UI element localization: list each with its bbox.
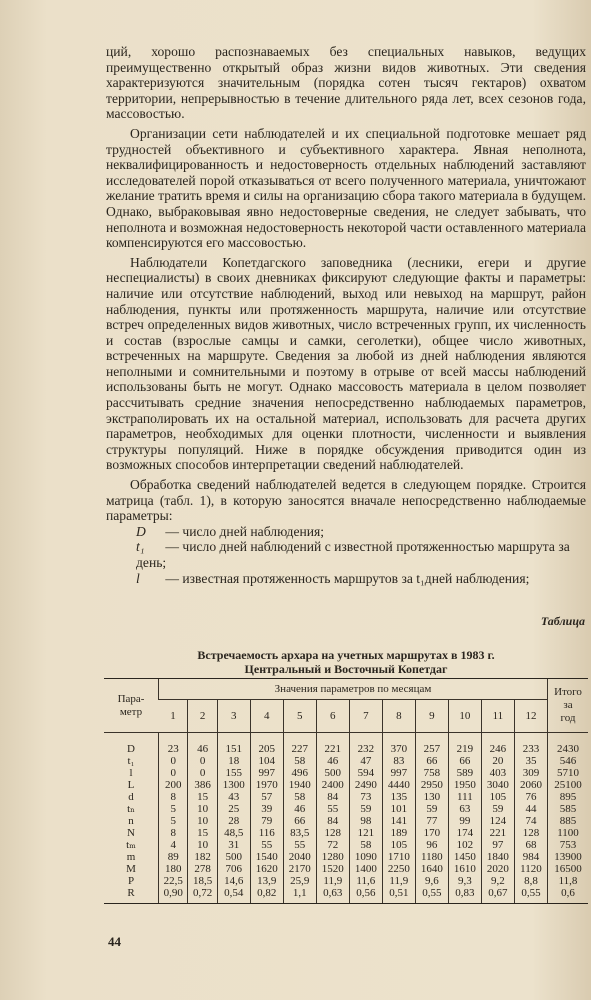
value-cell: 1520 <box>316 863 349 875</box>
value-cell: 79 <box>250 815 283 827</box>
value-cell: 105 <box>481 791 514 803</box>
definition-item <box>106 539 586 570</box>
value-cell: 46 <box>316 755 349 767</box>
value-cell: 5 <box>159 815 188 827</box>
table-row <box>104 827 588 839</box>
value-cell: 14,6 <box>217 875 250 887</box>
value-cell: 83,5 <box>283 827 316 839</box>
value-cell: 84 <box>316 791 349 803</box>
value-cell: 121 <box>349 827 382 839</box>
value-cell: 309 <box>514 767 547 779</box>
value-cell: 55 <box>250 839 283 851</box>
value-cell: 84 <box>316 815 349 827</box>
value-cell: 25,9 <box>283 875 316 887</box>
value-cell: 0,82 <box>250 887 283 904</box>
value-cell: 2950 <box>415 779 448 791</box>
table-row <box>104 791 588 803</box>
value-cell: 3040 <box>481 779 514 791</box>
total-cell: 895 <box>548 791 589 803</box>
total-cell: 585 <box>548 803 589 815</box>
paragraph-3: Наблюдатели Копетдагского заповедника (лесники, егери и другие неспециалисты) в своих дневниках фиксируют следующие факты и параметры: наличие или отсутствие наблюдений, выход или невыход на маршрут, район наблюдения, пункты или протяженность маршрута, наличие или отсутствие встреч определенных видов животных, число встреченных групп, их численность и состав (взрослые самцы и самки, сеголетки), общее число животных, встреченных на маршруте. Сведения за любой из дней наблюдения являются неполными и сомнительными и поэтому в отрыве от всей массы наблюдений использованы быть не могут. Однако массовость материала в целом позволяет рассчитывать средние значения непосредственно наблюдаемых параметров, экстраполировать их на остальной материал, использовать для расчета других параметров, необходимых для оценки плотности, численности и выявления структуры популяций. Ниже в порядке обсуждения приводится один из возможных способов интерпретации сведений наблюдателей. <box>106 254 586 473</box>
table-row <box>104 779 588 791</box>
definition-text: — известная протяженность маршрутов за t₁дней наблюдения; <box>162 570 530 586</box>
total-cell: 546 <box>548 755 589 767</box>
value-cell: 57 <box>250 791 283 803</box>
value-cell: 589 <box>448 767 481 779</box>
param-cell: tₘ <box>126 839 136 851</box>
value-cell: 1180 <box>415 851 448 863</box>
definition-symbol: D <box>136 523 146 539</box>
value-cell: 221 <box>481 827 514 839</box>
value-cell: 2400 <box>316 779 349 791</box>
value-cell: 104 <box>250 755 283 767</box>
value-cell: 1,1 <box>283 887 316 904</box>
value-cell: 1950 <box>448 779 481 791</box>
month-header-cell: 2 <box>188 700 217 733</box>
value-cell: 83 <box>382 755 415 767</box>
value-cell: 11,9 <box>382 875 415 887</box>
total-cell: 0,6 <box>548 887 589 904</box>
value-cell: 1090 <box>349 851 382 863</box>
value-cell: 227 <box>283 733 316 756</box>
page-number: 44 <box>108 934 121 949</box>
value-cell: 55 <box>316 803 349 815</box>
value-cell: 25 <box>217 803 250 815</box>
table-row <box>104 767 588 779</box>
value-cell: 10 <box>188 839 217 851</box>
param-cell: L <box>127 779 135 791</box>
value-cell: 2060 <box>514 779 547 791</box>
month-header-cell: 10 <box>448 700 481 733</box>
paragraph-1: ций, хорошо распознаваемых без специальных навыков, ведущих преимущественно открытый образ жизни видов животных. Эти сведения характеризуются значительным (порядка сотен тысяч гектаров) охватом территории, непрерывностью в течение длительного ряда лет, всех сезонов года, массовостью. <box>106 44 586 122</box>
value-cell: 66 <box>448 755 481 767</box>
param-cell: D <box>127 743 135 755</box>
value-cell: 233 <box>514 733 547 756</box>
value-cell: 594 <box>349 767 382 779</box>
param-cell: N <box>127 827 135 839</box>
value-cell: 0,67 <box>481 887 514 904</box>
value-cell: 0,55 <box>514 887 547 904</box>
value-cell: 102 <box>448 839 481 851</box>
value-cell: 257 <box>415 733 448 756</box>
value-cell: 219 <box>448 733 481 756</box>
definition-symbol: t₁ <box>136 539 145 555</box>
value-cell: 74 <box>514 815 547 827</box>
value-cell: 5 <box>159 803 188 815</box>
value-cell: 13,9 <box>250 875 283 887</box>
value-cell: 15 <box>188 791 217 803</box>
value-cell: 1300 <box>217 779 250 791</box>
value-cell: 99 <box>448 815 481 827</box>
definitions-list <box>106 524 586 586</box>
value-cell: 10 <box>188 803 217 815</box>
param-cell: m <box>126 851 136 863</box>
data-table <box>104 678 588 904</box>
value-cell: 370 <box>382 733 415 756</box>
value-cell: 500 <box>217 851 250 863</box>
month-header-row <box>104 700 588 733</box>
month-header-cell: 4 <box>250 700 283 733</box>
value-cell: 386 <box>188 779 217 791</box>
value-cell: 0 <box>188 767 217 779</box>
value-cell: 2020 <box>481 863 514 875</box>
value-cell: 170 <box>415 827 448 839</box>
value-cell: 984 <box>514 851 547 863</box>
value-cell: 97 <box>481 839 514 851</box>
param-cell: tₙ <box>127 803 135 815</box>
definition-item <box>106 571 586 587</box>
value-cell: 101 <box>382 803 415 815</box>
table-label: Таблица <box>540 614 585 628</box>
value-cell: 98 <box>349 815 382 827</box>
table-row <box>104 839 588 851</box>
value-cell: 189 <box>382 827 415 839</box>
month-header-cell: 6 <box>316 700 349 733</box>
value-cell: 151 <box>217 733 250 756</box>
total-cell: 753 <box>548 839 589 851</box>
months-header: Значения параметров по месяцам <box>159 679 548 700</box>
total-cell: 16500 <box>548 863 589 875</box>
value-cell: 2250 <box>382 863 415 875</box>
total-cell: 885 <box>548 815 589 827</box>
value-cell: 9,3 <box>448 875 481 887</box>
value-cell: 997 <box>382 767 415 779</box>
body-text <box>106 44 586 586</box>
value-cell: 174 <box>448 827 481 839</box>
total-cell: 1100 <box>548 827 589 839</box>
value-cell: 89 <box>159 851 188 863</box>
value-cell: 46 <box>283 803 316 815</box>
value-cell: 28 <box>217 815 250 827</box>
table-row <box>104 803 588 815</box>
month-header-cell: 12 <box>514 700 547 733</box>
value-cell: 130 <box>415 791 448 803</box>
total-cell: 13900 <box>548 851 589 863</box>
value-cell: 2170 <box>283 863 316 875</box>
paragraph-4: Обработка сведений наблюдателей ведется в следующем порядке. Строится матрица (табл. 1), в которую заносятся вначале непосредственно наблюдаемые параметры: <box>106 477 586 524</box>
table-row <box>104 887 588 904</box>
value-cell: 141 <box>382 815 415 827</box>
value-cell: 58 <box>349 839 382 851</box>
value-cell: 246 <box>481 733 514 756</box>
value-cell: 1940 <box>283 779 316 791</box>
value-cell: 4 <box>159 839 188 851</box>
month-header-cell: 5 <box>283 700 316 733</box>
value-cell: 232 <box>349 733 382 756</box>
value-cell: 96 <box>415 839 448 851</box>
value-cell: 155 <box>217 767 250 779</box>
total-cell: 11,8 <box>548 875 589 887</box>
value-cell: 68 <box>514 839 547 851</box>
value-cell: 0,51 <box>382 887 415 904</box>
value-cell: 706 <box>217 863 250 875</box>
value-cell: 55 <box>283 839 316 851</box>
value-cell: 124 <box>481 815 514 827</box>
value-cell: 18,5 <box>188 875 217 887</box>
value-cell: 48,5 <box>217 827 250 839</box>
param-cell: d <box>128 791 134 803</box>
value-cell: 58 <box>283 755 316 767</box>
value-cell: 9,6 <box>415 875 448 887</box>
value-cell: 23 <box>159 733 188 756</box>
value-cell: 31 <box>217 839 250 851</box>
value-cell: 1120 <box>514 863 547 875</box>
value-cell: 1610 <box>448 863 481 875</box>
value-cell: 180 <box>159 863 188 875</box>
value-cell: 1640 <box>415 863 448 875</box>
value-cell: 128 <box>514 827 547 839</box>
value-cell: 0,63 <box>316 887 349 904</box>
value-cell: 59 <box>349 803 382 815</box>
definition-symbol: l <box>136 570 140 586</box>
value-cell: 39 <box>250 803 283 815</box>
value-cell: 8,8 <box>514 875 547 887</box>
value-cell: 58 <box>283 791 316 803</box>
value-cell: 0 <box>188 755 217 767</box>
value-cell: 997 <box>250 767 283 779</box>
value-cell: 59 <box>415 803 448 815</box>
month-header-cell: 11 <box>481 700 514 733</box>
value-cell: 76 <box>514 791 547 803</box>
value-cell: 10 <box>188 815 217 827</box>
value-cell: 20 <box>481 755 514 767</box>
value-cell: 128 <box>316 827 349 839</box>
definition-item <box>106 524 586 540</box>
value-cell: 1540 <box>250 851 283 863</box>
month-header-cell: 1 <box>159 700 188 733</box>
value-cell: 403 <box>481 767 514 779</box>
value-cell: 22,5 <box>159 875 188 887</box>
value-cell: 46 <box>188 733 217 756</box>
value-cell: 1710 <box>382 851 415 863</box>
value-cell: 72 <box>316 839 349 851</box>
value-cell: 0,54 <box>217 887 250 904</box>
value-cell: 200 <box>159 779 188 791</box>
value-cell: 182 <box>188 851 217 863</box>
param-header: Пара- метр <box>104 679 159 733</box>
value-cell: 18 <box>217 755 250 767</box>
value-cell: 8 <box>159 827 188 839</box>
total-cell: 2430 <box>548 733 589 756</box>
value-cell: 116 <box>250 827 283 839</box>
value-cell: 4440 <box>382 779 415 791</box>
value-cell: 2490 <box>349 779 382 791</box>
value-cell: 11,6 <box>349 875 382 887</box>
month-header-cell: 8 <box>382 700 415 733</box>
total-cell: 25100 <box>548 779 589 791</box>
month-header-cell: 9 <box>415 700 448 733</box>
value-cell: 59 <box>481 803 514 815</box>
definition-text: — число дней наблюдения; <box>162 523 325 539</box>
value-cell: 15 <box>188 827 217 839</box>
value-cell: 105 <box>382 839 415 851</box>
value-cell: 758 <box>415 767 448 779</box>
param-cell: t₁ <box>127 755 135 767</box>
param-cell: n <box>128 815 134 827</box>
value-cell: 500 <box>316 767 349 779</box>
value-cell: 43 <box>217 791 250 803</box>
param-cell: R <box>104 887 159 904</box>
param-cell: M <box>126 863 136 875</box>
value-cell: 1450 <box>448 851 481 863</box>
value-cell: 77 <box>415 815 448 827</box>
value-cell: 0,56 <box>349 887 382 904</box>
total-header: Итого за год <box>548 679 589 733</box>
value-cell: 0,83 <box>448 887 481 904</box>
value-cell: 496 <box>283 767 316 779</box>
value-cell: 221 <box>316 733 349 756</box>
value-cell: 8 <box>159 791 188 803</box>
value-cell: 63 <box>448 803 481 815</box>
value-cell: 205 <box>250 733 283 756</box>
value-cell: 2040 <box>283 851 316 863</box>
param-cell: l <box>129 767 133 779</box>
table-caption-title: Встречаемость архара на учетных маршрутах в 1983 г. <box>197 648 495 662</box>
table-body <box>104 733 588 904</box>
value-cell: 0,55 <box>415 887 448 904</box>
value-cell: 66 <box>283 815 316 827</box>
value-cell: 1840 <box>481 851 514 863</box>
table-row <box>104 875 588 887</box>
definition-text: — число дней наблюдений с известной протяженностью маршрута за день; <box>136 539 570 570</box>
value-cell: 73 <box>349 791 382 803</box>
value-cell: 11,9 <box>316 875 349 887</box>
value-cell: 1970 <box>250 779 283 791</box>
value-cell: 0 <box>159 767 188 779</box>
table-row <box>104 733 588 756</box>
value-cell: 1620 <box>250 863 283 875</box>
month-header-cell: 7 <box>349 700 382 733</box>
table-row <box>104 851 588 863</box>
month-header-cell: 3 <box>217 700 250 733</box>
value-cell: 0,90 <box>159 887 188 904</box>
value-cell: 66 <box>415 755 448 767</box>
table-row <box>104 863 588 875</box>
value-cell: 111 <box>448 791 481 803</box>
value-cell: 47 <box>349 755 382 767</box>
table-caption-subtitle: Центральный и Восточный Копетдаг <box>244 662 448 676</box>
total-cell: 5710 <box>548 767 589 779</box>
paragraph-2: Организации сети наблюдателей и их специальной подготовке мешает ряд трудностей объективного и субъективного характера. Явная неполнота, неквалифицированность и недостоверность отдельных наблюдений заставляют исследователей порой отказываться от всего полученного материала, уничтожают желание тратить время и силы на организацию сбора такого материала в будущем. Однако, выбраковывая явно недостоверные сведения, не следует забывать, что неполнота и возможная недостоверность некоторой части оставленного материала компенсируются его массовостью. <box>106 125 586 251</box>
table-row <box>104 815 588 827</box>
value-cell: 135 <box>382 791 415 803</box>
table-row <box>104 755 588 767</box>
value-cell: 0 <box>159 755 188 767</box>
value-cell: 9,2 <box>481 875 514 887</box>
value-cell: 35 <box>514 755 547 767</box>
value-cell: 278 <box>188 863 217 875</box>
param-cell: P <box>127 875 135 887</box>
value-cell: 1400 <box>349 863 382 875</box>
value-cell: 0,72 <box>188 887 217 904</box>
value-cell: 1280 <box>316 851 349 863</box>
value-cell: 44 <box>514 803 547 815</box>
